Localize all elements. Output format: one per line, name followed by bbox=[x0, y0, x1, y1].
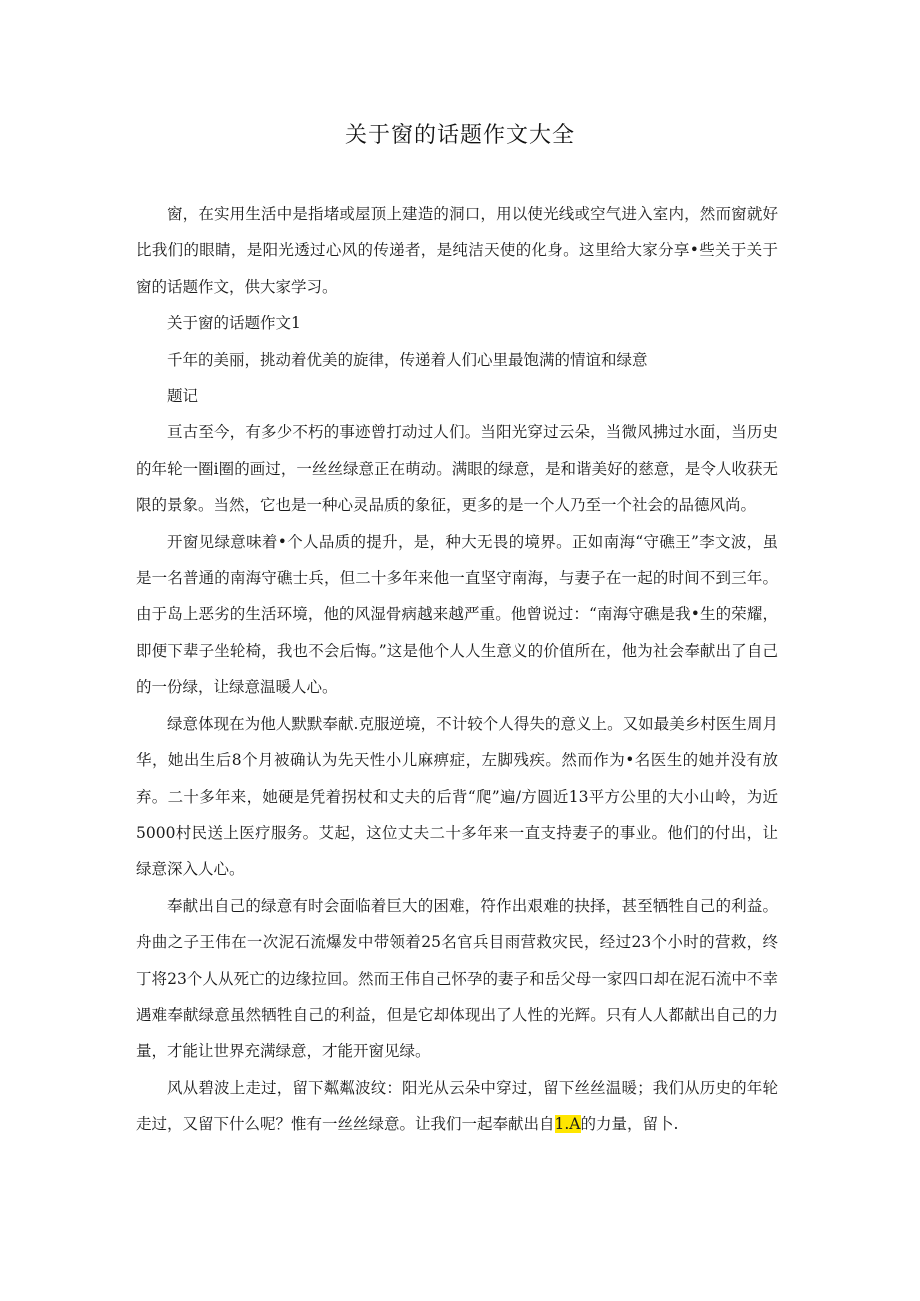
section-heading: 关于窗的话题作文1 bbox=[167, 314, 301, 333]
intro-paragraph: 窗，在实用生活中是指堵或屋顶上建造的洞口，用以使光线或空气进入室内，然而窗就好比我们的眼睛，是阳光透过心风的传递者，是纯洁天使的化身。这里给大家分享•些关于关于窗的话题作文，供大家学习。 bbox=[136, 205, 778, 296]
paragraph-4: 奉献出自己的绿意有时会面临着巨大的困难，符作出艰难的抉择，甚至牺牲自己的利益。舟曲之子王伟在一次泥石流爆发中带领着25名官兵目雨营救灾民，经过23个小时的营救，终丁将23个人从死亡的边缘拉回。然而王伟自己怀孕的妻子和岳父母一家四口却在泥石流中不幸遇难奉献绿意虽然牺牲自己的利益，但是它却体现出了人性的光辉。只有人人都献出自己的力量，才能让世界充满绿意，才能开窗见绿。 bbox=[136, 896, 778, 1061]
paragraph-2: 开窗见绿意味着•个人品质的提升，是，种大无畏的境界。正如南海“守礁王”李文波，虽是一名普通的南海守礁士兵，但二十多年来他一直坚守南海，与妻子在一起的时间不到三年。由于岛上恶劣的生活环境，他的风湿骨病越来越严重。他曾说过：“南海守礁是我•生的荣耀，即便下辈子坐轮椅，我也不会后悔。”这是他个人人生意义的价值所在，他为社会奉献出了自己的一份绿，让绿意温暖人心。 bbox=[136, 532, 778, 697]
paragraph-5 bbox=[136, 1070, 778, 1143]
highlighted-text: 1.A bbox=[554, 1115, 581, 1134]
epigraph-label: 题记 bbox=[167, 387, 199, 406]
epigraph: 千年的美丽，挑动着优美的旋律，传递着人们心里最饱满的情谊和绿意 bbox=[167, 350, 648, 369]
paragraph-5-tail: 的力量，留卜. bbox=[580, 1115, 679, 1134]
paragraph-1: 亘古至今，有多少不朽的事迹曾打动过人们。当阳光穿过云朵，当微风拂过水面，当历史的年轮一圈i圈的画过，一丝丝绿意正在萌动。满眼的绿意，是和谐美好的慈意，是令人收获无限的景象。当然，它也是一种心灵品质的象征，更多的是一个人乃至一个社会的品德风尚。 bbox=[136, 423, 778, 515]
paragraph-3: 绿意体现在为他人默默奉献.克服逆境，不计较个人得失的意义上。又如最美乡村医生周月华，她出生后8个月被确认为先天性小儿麻痹症，左脚残疾。然而作为•名医生的她并没有放弃。二十多年来，她硬是凭着拐杖和丈夫的后背“爬”遍/方圆近13平方公里的大小山岭，为近5000村民送上医疗服务。艾起，这位丈夫二十多年来一直支持妻子的事业。他们的付出，让绿意深入人心。 bbox=[136, 714, 778, 879]
document-body bbox=[136, 196, 778, 1143]
document-title: 关于窗的话题作文大全 bbox=[344, 123, 575, 148]
paragraph-5-text: 风从碧波上走过，留下粼粼波纹：阳光从云朵中穿过，留下丝丝温暖；我们从历史的年轮走过，又留下什么呢？惟有一丝丝绿意。让我们一起奉献出自 bbox=[136, 1078, 778, 1134]
